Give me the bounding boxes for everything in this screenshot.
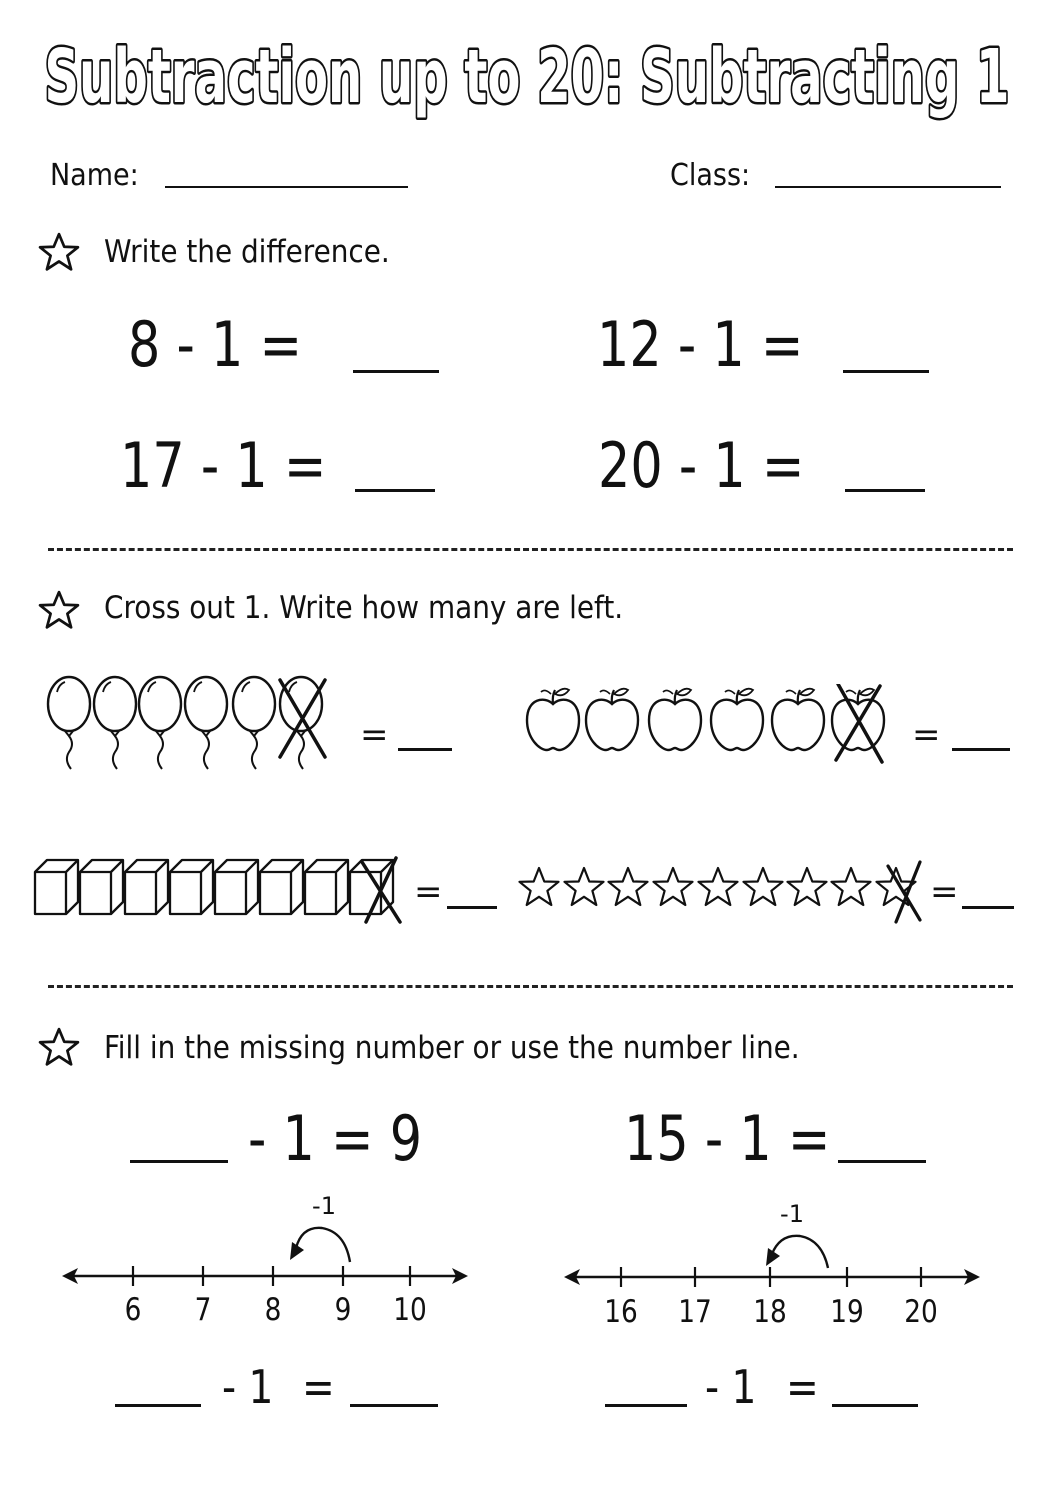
answer-blank-stars[interactable] <box>962 906 1014 909</box>
answer-blank-2[interactable] <box>843 370 929 373</box>
star-icon <box>520 868 559 905</box>
problem-15-minus-1: 15 - 1 = <box>624 1102 831 1175</box>
jump-arc <box>296 1228 350 1262</box>
answer-blank-15[interactable] <box>838 1160 926 1163</box>
balloon-group <box>40 672 340 772</box>
class-field[interactable] <box>775 186 1001 188</box>
star-icon <box>654 868 693 905</box>
equals-sign: = <box>360 715 389 755</box>
cube-icon <box>215 860 258 914</box>
answer-blank-cubes[interactable] <box>447 906 497 909</box>
balloon-icon <box>185 677 227 769</box>
star-icon <box>788 868 827 905</box>
star-outline-icon <box>38 232 80 272</box>
tick-label: 19 <box>830 1294 864 1330</box>
tick-label: 18 <box>753 1294 787 1330</box>
tick-label: 20 <box>904 1294 938 1330</box>
missing-number-blank[interactable] <box>130 1160 228 1163</box>
star-icon <box>565 868 604 905</box>
answer-blank-4[interactable] <box>845 489 925 492</box>
worksheet-title <box>0 10 1055 130</box>
answer-blank-balloons[interactable] <box>398 748 452 751</box>
star-icon <box>699 868 738 905</box>
answer-blank-1[interactable] <box>353 370 439 373</box>
star-icon <box>832 868 871 905</box>
bottom-blank-right-2[interactable] <box>832 1404 918 1407</box>
tick-label: 8 <box>264 1292 282 1328</box>
bottom-blank-left-1[interactable] <box>115 1404 201 1407</box>
apple-icon <box>527 689 579 750</box>
problem-12-minus-1: 12 - 1 = <box>597 308 804 381</box>
cube-icon <box>80 860 123 914</box>
tick-label: 7 <box>194 1292 212 1328</box>
name-label: Name: <box>50 158 139 193</box>
section3-instruction: Fill in the missing number or use the number line. <box>104 1030 800 1066</box>
section2-instruction: Cross out 1. Write how many are left. <box>104 590 624 626</box>
problem-20-minus-1: 20 - 1 = <box>598 429 805 502</box>
apple-icon <box>711 689 763 750</box>
problem-blank-minus-1-equals-9: - 1 = 9 <box>248 1102 423 1175</box>
answer-blank-3[interactable] <box>355 489 435 492</box>
equals-sign: = <box>302 1360 335 1414</box>
minus-one: - 1 <box>222 1360 274 1414</box>
balloon-icon <box>139 677 181 769</box>
tick-label: 9 <box>334 1292 352 1328</box>
jump-label: -1 <box>312 1192 336 1220</box>
apple-icon <box>772 689 824 750</box>
tick-label: 17 <box>678 1294 712 1330</box>
class-label: Class: <box>670 158 751 193</box>
name-field[interactable] <box>165 186 408 188</box>
balloon-icon <box>48 677 90 769</box>
star-icon <box>609 868 648 905</box>
tick-label: 10 <box>393 1292 427 1328</box>
problem-8-minus-1: 8 - 1 = <box>128 308 303 381</box>
balloon-icon <box>233 677 275 769</box>
cube-icon <box>125 860 168 914</box>
section1-instruction: Write the difference. <box>104 234 390 270</box>
apple-group <box>520 684 900 769</box>
apple-icon <box>649 689 701 750</box>
star-outline-icon <box>38 590 80 630</box>
cube-group <box>30 852 410 924</box>
section-divider-1 <box>48 548 1013 551</box>
cube-icon <box>35 860 78 914</box>
cube-icon <box>350 860 393 914</box>
cube-icon <box>170 860 213 914</box>
title-text: Subtraction up to 20: Subtracting 1 <box>44 34 1010 120</box>
bottom-blank-left-2[interactable] <box>350 1404 438 1407</box>
equals-sign: = <box>414 872 443 912</box>
balloon-icon <box>94 677 136 769</box>
apple-icon <box>586 689 638 750</box>
star-outline-icon <box>38 1027 80 1067</box>
problem-17-minus-1: 17 - 1 = <box>120 429 327 502</box>
equals-sign: = <box>930 872 959 912</box>
equals-sign: = <box>912 715 941 755</box>
cube-icon <box>305 860 348 914</box>
bottom-blank-right-1[interactable] <box>605 1404 687 1407</box>
jump-label: -1 <box>780 1200 804 1228</box>
number-line-left <box>60 1220 480 1300</box>
star-group <box>518 858 938 928</box>
tick-label: 16 <box>604 1294 638 1330</box>
equals-sign: = <box>786 1360 819 1414</box>
jump-arc <box>772 1236 828 1268</box>
answer-blank-apples[interactable] <box>952 748 1010 751</box>
section-divider-2 <box>48 985 1013 988</box>
cube-icon <box>260 860 303 914</box>
cross-out-mark <box>888 862 920 922</box>
tick-label: 6 <box>124 1292 142 1328</box>
minus-one: - 1 <box>705 1360 757 1414</box>
number-line-right <box>560 1220 985 1300</box>
star-icon <box>744 868 783 905</box>
